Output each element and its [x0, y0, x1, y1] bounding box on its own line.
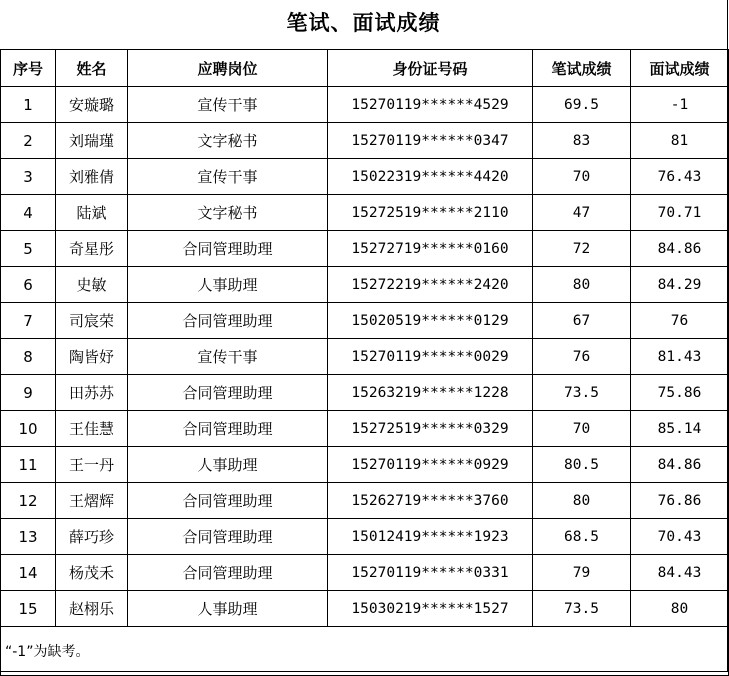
- cell-id-number: 15263219******1228: [328, 375, 533, 411]
- cell-interview-score: 81.43: [631, 339, 729, 375]
- cell-index: 13: [1, 519, 56, 555]
- cell-id-number: 15272519******2110: [328, 195, 533, 231]
- cell-interview-score: 84.86: [631, 447, 729, 483]
- cell-index: 7: [1, 303, 56, 339]
- header-interview-score: 面试成绩: [631, 50, 729, 87]
- cell-written-score: 80: [533, 483, 631, 519]
- cell-position: 合同管理助理: [128, 483, 328, 519]
- cell-name: 刘雅倩: [56, 159, 128, 195]
- cell-written-score: 80: [533, 267, 631, 303]
- cell-index: 11: [1, 447, 56, 483]
- cell-name: 王熠辉: [56, 483, 128, 519]
- cell-index: 9: [1, 375, 56, 411]
- cell-interview-score: 76: [631, 303, 729, 339]
- cell-index: 2: [1, 123, 56, 159]
- cell-index: 12: [1, 483, 56, 519]
- absence-note: “-1”为缺考。: [1, 627, 729, 676]
- cell-name: 史敏: [56, 267, 128, 303]
- header-name: 姓名: [56, 50, 128, 87]
- cell-name: 陶皆妤: [56, 339, 128, 375]
- cell-index: 4: [1, 195, 56, 231]
- cell-name: 陆斌: [56, 195, 128, 231]
- cell-name: 王一丹: [56, 447, 128, 483]
- cell-name: 杨茂禾: [56, 555, 128, 591]
- cell-id-number: 15270119******0029: [328, 339, 533, 375]
- table-row: [1, 195, 729, 231]
- cell-position: 合同管理助理: [128, 231, 328, 267]
- cell-name: 田苏苏: [56, 375, 128, 411]
- cell-index: 6: [1, 267, 56, 303]
- cell-interview-score: 75.86: [631, 375, 729, 411]
- cell-interview-score: 84.43: [631, 555, 729, 591]
- cell-written-score: 69.5: [533, 87, 631, 123]
- cell-name: 赵栩乐: [56, 591, 128, 627]
- cell-index: 10: [1, 411, 56, 447]
- cell-written-score: 76: [533, 339, 631, 375]
- cell-position: 文字秘书: [128, 195, 328, 231]
- cell-name: 王佳慧: [56, 411, 128, 447]
- header-index: 序号: [1, 50, 56, 87]
- cell-name: 奇星彤: [56, 231, 128, 267]
- cell-position: 合同管理助理: [128, 303, 328, 339]
- cell-id-number: 15262719******3760: [328, 483, 533, 519]
- cell-interview-score: 84.86: [631, 231, 729, 267]
- cell-written-score: 73.5: [533, 375, 631, 411]
- cell-id-number: 15020519******0129: [328, 303, 533, 339]
- cell-interview-score: 80: [631, 591, 729, 627]
- cell-id-number: 15270119******0331: [328, 555, 533, 591]
- cell-position: 合同管理助理: [128, 519, 328, 555]
- cell-interview-score: 85.14: [631, 411, 729, 447]
- cell-position: 合同管理助理: [128, 411, 328, 447]
- table-row: [1, 123, 729, 159]
- cell-written-score: 79: [533, 555, 631, 591]
- cell-position: 人事助理: [128, 267, 328, 303]
- cell-index: 8: [1, 339, 56, 375]
- header-written-score: 笔试成绩: [533, 50, 631, 87]
- cell-id-number: 15270119******4529: [328, 87, 533, 123]
- table-row: [1, 267, 729, 303]
- table-row: [1, 555, 729, 591]
- table-body: [1, 87, 729, 627]
- table-row: [1, 87, 729, 123]
- cell-written-score: 80.5: [533, 447, 631, 483]
- note-row: [1, 627, 729, 676]
- cell-name: 薛巧珍: [56, 519, 128, 555]
- table-row: [1, 303, 729, 339]
- cell-id-number: 15270119******0347: [328, 123, 533, 159]
- cell-written-score: 83: [533, 123, 631, 159]
- cell-index: 3: [1, 159, 56, 195]
- cell-written-score: 68.5: [533, 519, 631, 555]
- cell-interview-score: 84.29: [631, 267, 729, 303]
- header-id-number: 身份证号码: [328, 50, 533, 87]
- cell-position: 宣传干事: [128, 159, 328, 195]
- cell-id-number: 15270119******0929: [328, 447, 533, 483]
- table-row: [1, 519, 729, 555]
- table-row: [1, 411, 729, 447]
- cell-name: 刘瑞瑾: [56, 123, 128, 159]
- cell-id-number: 15030219******1527: [328, 591, 533, 627]
- cell-name: 安璇璐: [56, 87, 128, 123]
- cell-written-score: 70: [533, 411, 631, 447]
- cell-id-number: 15272519******0329: [328, 411, 533, 447]
- cell-position: 合同管理助理: [128, 375, 328, 411]
- table-row: [1, 591, 729, 627]
- cell-interview-score: 70.43: [631, 519, 729, 555]
- cell-id-number: 15272719******0160: [328, 231, 533, 267]
- cell-interview-score: 76.86: [631, 483, 729, 519]
- cell-position: 合同管理助理: [128, 555, 328, 591]
- cell-name: 司宸荣: [56, 303, 128, 339]
- table-row: [1, 159, 729, 195]
- cell-interview-score: 76.43: [631, 159, 729, 195]
- cell-interview-score: 81: [631, 123, 729, 159]
- header-position: 应聘岗位: [128, 50, 328, 87]
- cell-index: 1: [1, 87, 56, 123]
- score-table: [0, 49, 729, 676]
- cell-id-number: 15272219******2420: [328, 267, 533, 303]
- table-row: [1, 231, 729, 267]
- table-row: [1, 375, 729, 411]
- header-row: [1, 50, 729, 87]
- cell-id-number: 15012419******1923: [328, 519, 533, 555]
- cell-written-score: 72: [533, 231, 631, 267]
- sheet-title: 笔试、面试成绩: [286, 11, 441, 35]
- cell-written-score: 67: [533, 303, 631, 339]
- cell-index: 14: [1, 555, 56, 591]
- cell-position: 人事助理: [128, 591, 328, 627]
- table-row: [1, 339, 729, 375]
- table-row: [1, 483, 729, 519]
- cell-index: 5: [1, 231, 56, 267]
- cell-position: 宣传干事: [128, 339, 328, 375]
- cell-interview-score: 70.71: [631, 195, 729, 231]
- cell-interview-score: -1: [631, 87, 729, 123]
- cell-position: 宣传干事: [128, 87, 328, 123]
- table-row: [1, 447, 729, 483]
- cell-written-score: 47: [533, 195, 631, 231]
- cell-position: 人事助理: [128, 447, 328, 483]
- cell-id-number: 15022319******4420: [328, 159, 533, 195]
- cell-written-score: 70: [533, 159, 631, 195]
- cell-position: 文字秘书: [128, 123, 328, 159]
- cell-written-score: 73.5: [533, 591, 631, 627]
- cell-index: 15: [1, 591, 56, 627]
